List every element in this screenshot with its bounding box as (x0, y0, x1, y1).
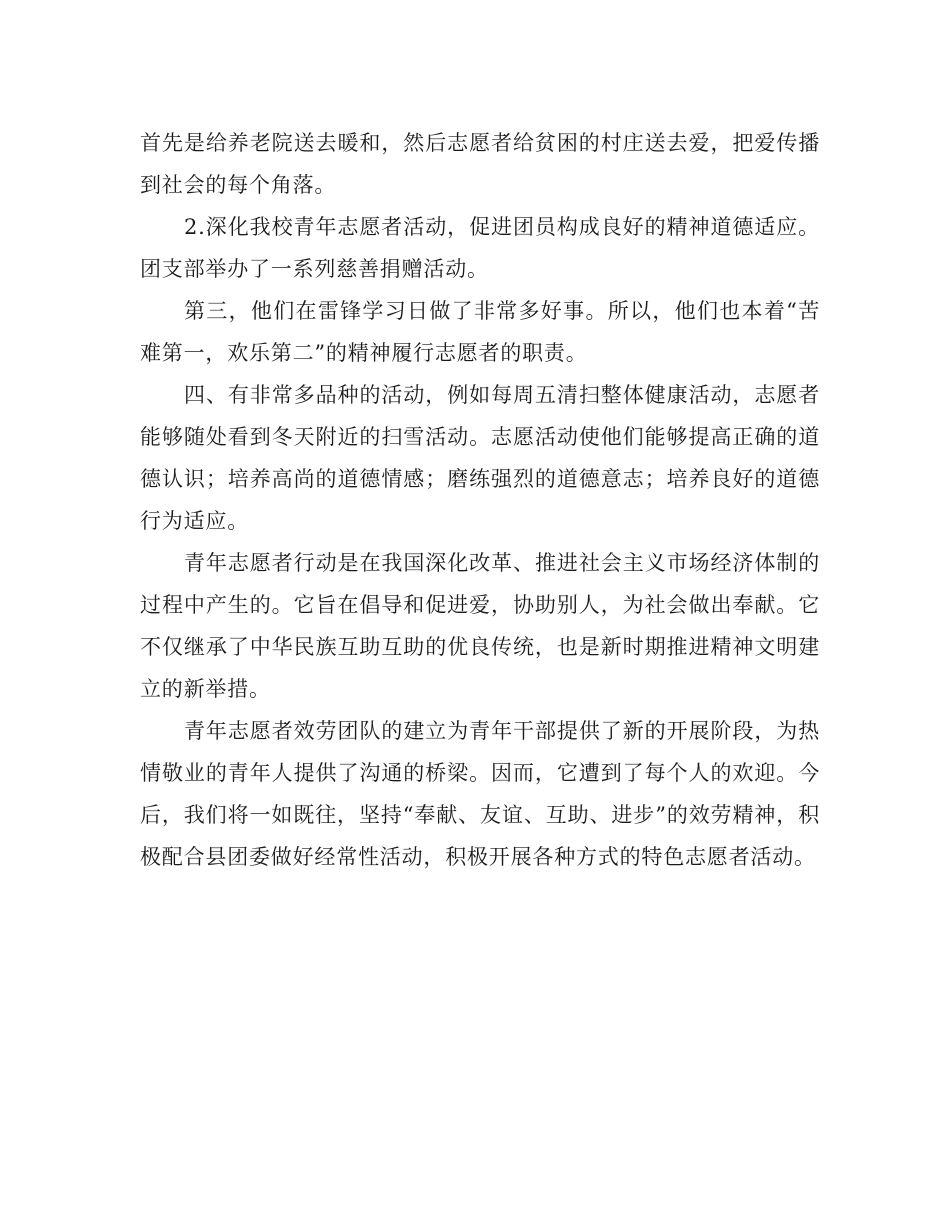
document-body (140, 122, 820, 878)
paragraph-item-4: 四、有非常多品种的活动，例如每周五清扫整体健康活动，志愿者能够随处看到冬天附近的扫雪活动。志愿活动使他们能够提高正确的道德认识；培养高尚的道德情感；磨练强烈的道德意志；培养良好的道德行为适应。 (140, 383, 820, 533)
paragraph-item-2: 2.深化我校青年志愿者活动，促进团员构成良好的精神道德适应。团支部举办了一系列慈善捐赠活动。 (140, 215, 820, 281)
paragraph-conclusion: 青年志愿者效劳团队的建立为青年干部提供了新的开展阶段，为热情敬业的青年人提供了沟通的桥梁。因而，它遭到了每个人的欢迎。今后，我们将一如既往，坚持“奉献、友谊、互助、进步”的效劳精神，积极配合县团委做好经常性活动，积极开展各种方式的特色志愿者活动。 (140, 719, 820, 869)
paragraph-youth-volunteer-action: 青年志愿者行动是在我国深化改革、推进社会主义市场经济体制的过程中产生的。它旨在倡导和促进爱，协助别人，为社会做出奉献。它不仅继承了中华民族互助互助的优良传统，也是新时期推进精神文明建立的新举措。 (140, 551, 820, 701)
paragraph-item-3: 第三，他们在雷锋学习日做了非常多好事。所以，他们也本着“苦难第一，欢乐第二”的精神履行志愿者的职责。 (140, 299, 820, 365)
paragraph-continuation: 首先是给养老院送去暖和，然后志愿者给贫困的村庄送去爱，把爱传播到社会的每个角落。 (140, 131, 820, 197)
